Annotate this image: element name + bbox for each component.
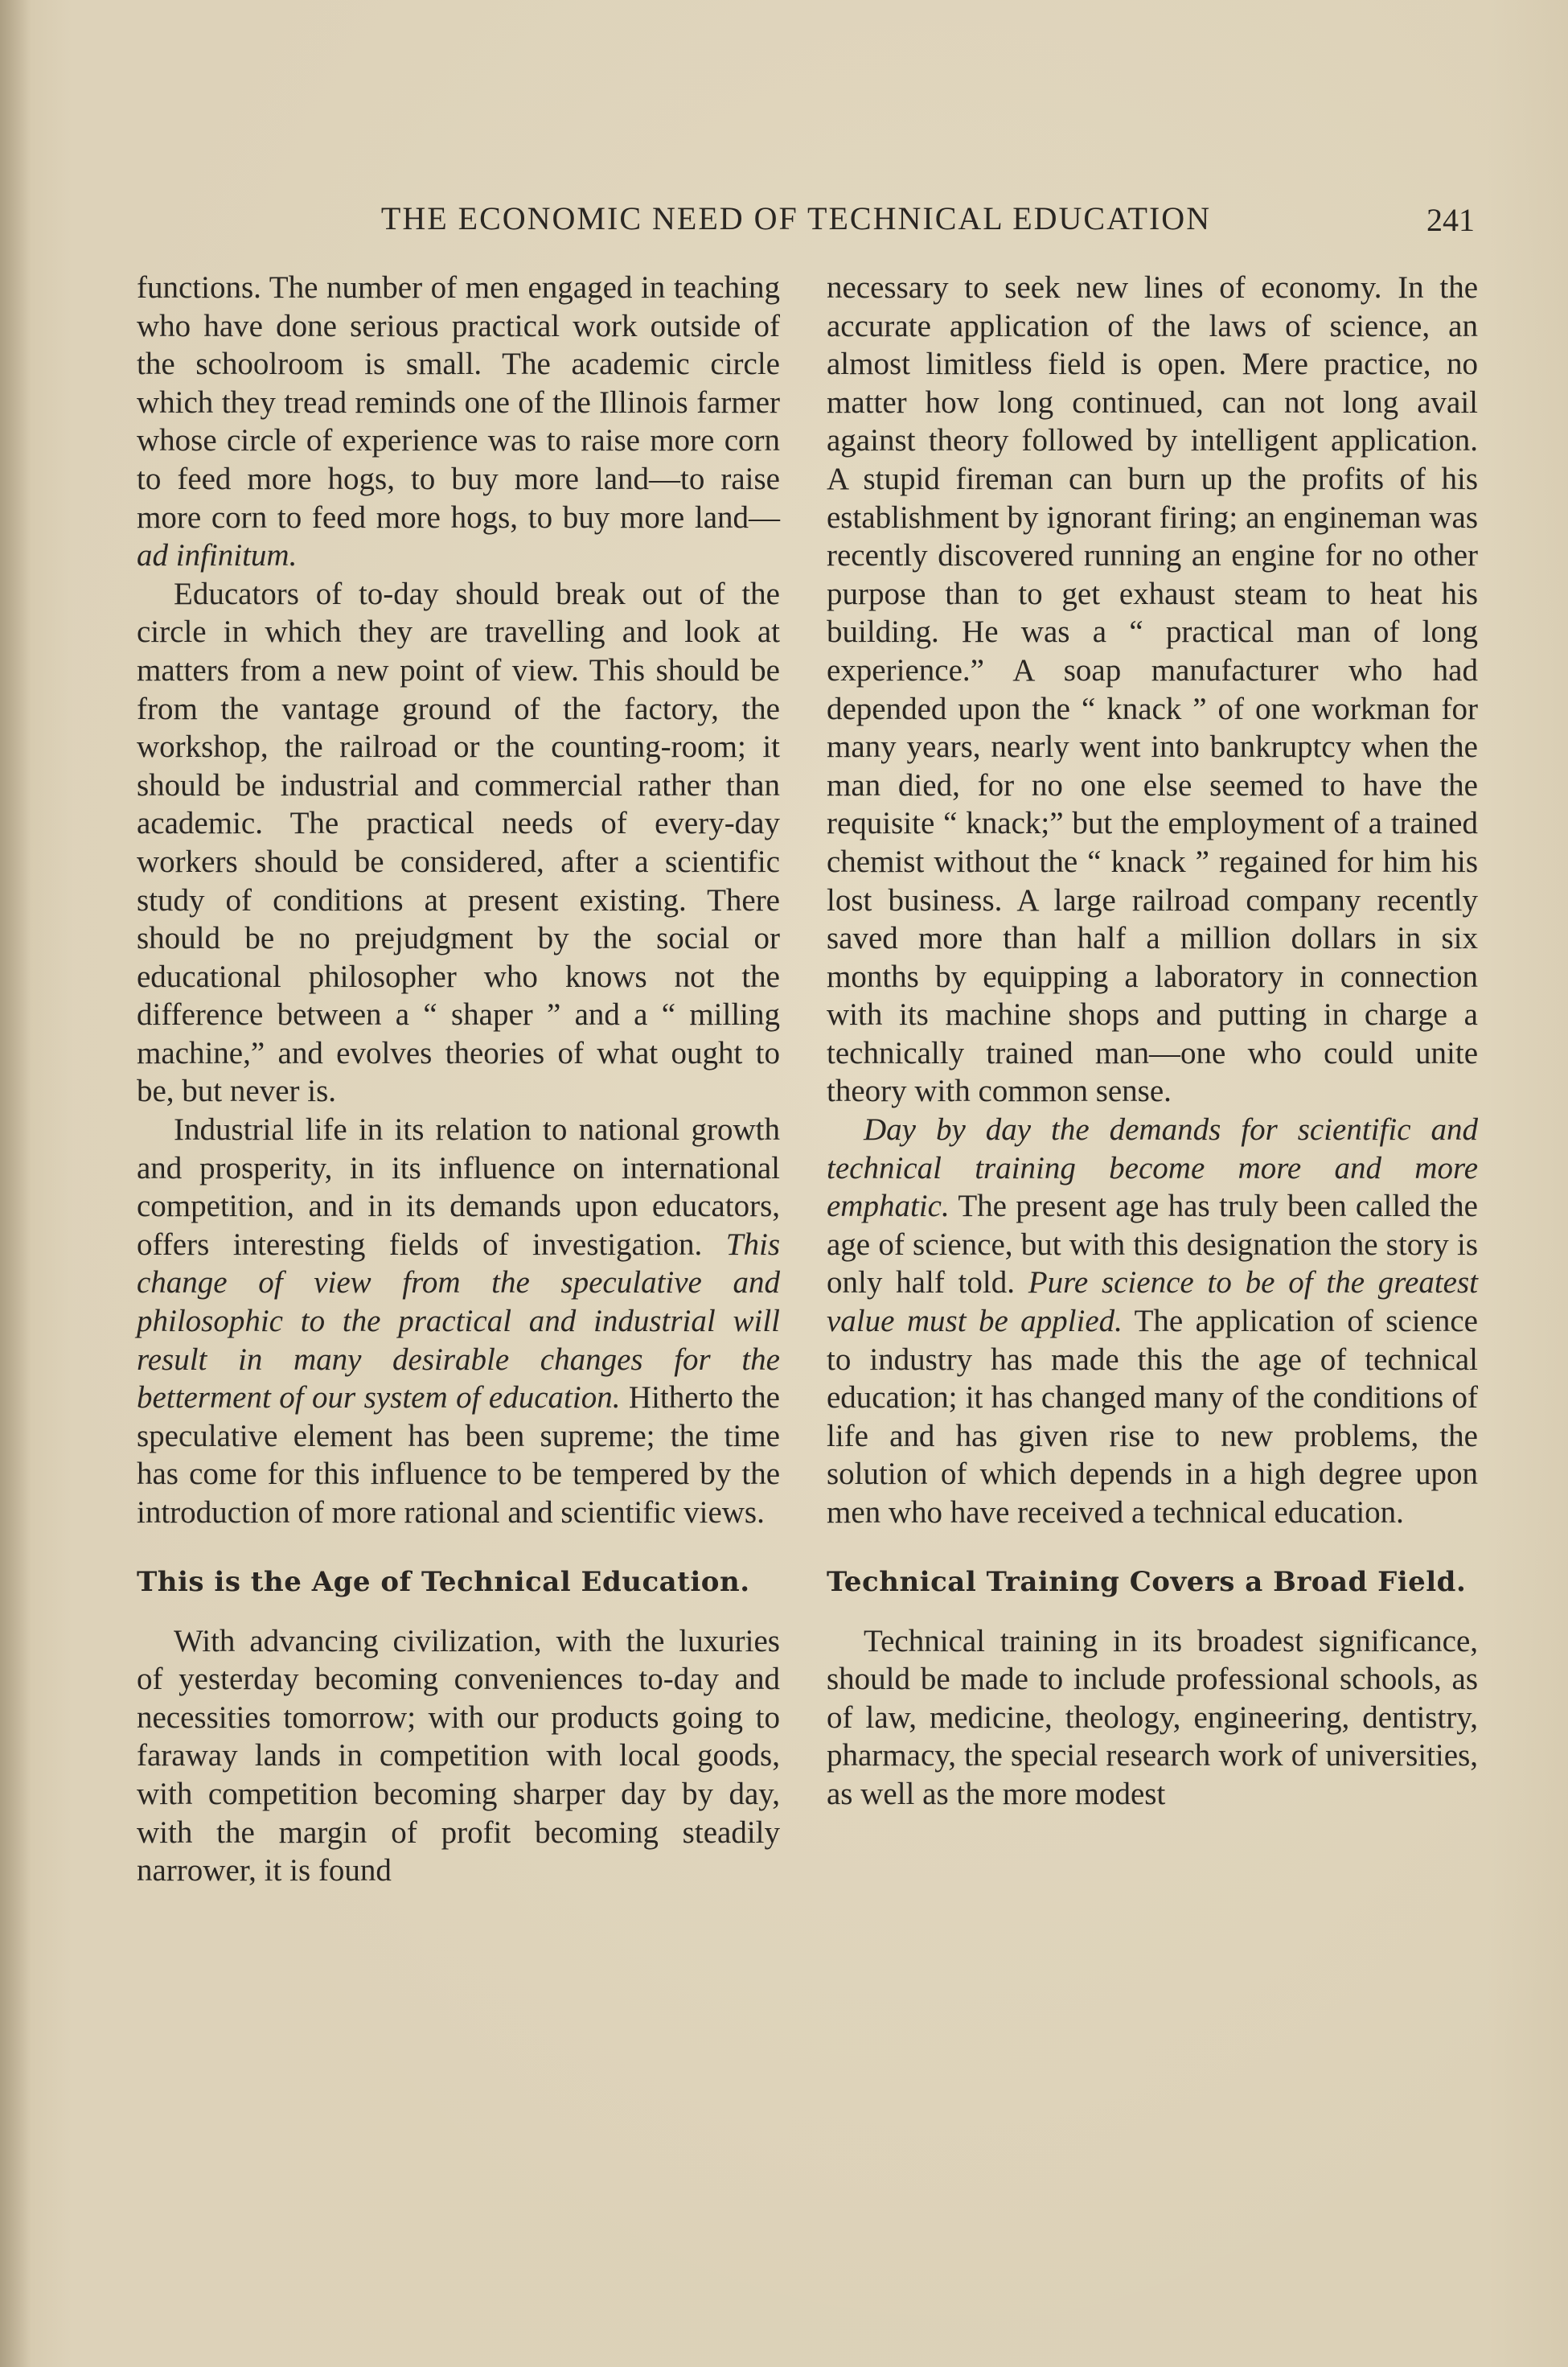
page-number: 241 xyxy=(1426,202,1475,238)
italic-text: ad infinitum. xyxy=(137,538,298,573)
paragraph: Technical training in its broadest significance, should be made to include professional schools, as of law, medicine, theology, engineering, dentistry, pharmacy, the special research work of universities, as well as the more modest xyxy=(827,1623,1478,1811)
italic-text: Pure science to be of the greatest value must be applied. xyxy=(827,1265,1478,1339)
paragraph: Educators of to-day should break out of the circle in which they are travelling and look at matters from a new point of view. This should be from the vantage ground of the factory, the workshop, the railroad or the counting-room; it should be industrial and commercial rather than academic. The practical needs of every-day workers should be considered, after a scientific study of conditions at present existing. There should be no prejudgment by the social or educational philosopher who knows not the difference between a “ shaper ” and a “ milling machine,” and evolves theories of what ought to be, but never is. xyxy=(137,576,780,1109)
italic-text: This change of view from the speculative and philosophic to the practical and industrial will result in many desirable changes for the betterment of our system of education. xyxy=(137,1227,780,1416)
section-heading: This is the Age of Technical Education. xyxy=(137,1565,750,1598)
right-column xyxy=(827,269,1478,1814)
binding-shadow xyxy=(0,0,31,2367)
paragraph: With advancing civilization, with the luxuries of yesterday becoming conveniences to-day and necessities tomorrow; with our products going to faraway lands in competition with local goods, with competition becoming sharper day by day, with the margin of profit becoming steadily narrower, it is found xyxy=(137,1623,780,1888)
paragraph-text: functions. The number of men engaged in teaching who have done serious practical work outside of the schoolroom is small. The academic circle which they tread reminds one of the Illinois farmer whose circle of experience was to raise more corn to feed more hogs, to buy more land—to raise more corn to feed more hogs, to buy more land— xyxy=(137,270,780,535)
paragraph xyxy=(827,1111,1478,1532)
paragraph: necessary to seek new lines of economy. In the accurate application of the laws of science, an almost limitless field is open. Mere practice, no matter how long continued, can not long avail against theory followed by intelligent application. A stupid fireman can burn up the profits of his establishment by ignorant firing; an engineman was recently discovered running an engine for no other purpose than to get exhaust steam to heat his building. He was a “ practical man of long experience.” A soap manufacturer who had depended upon the “ knack ” of one workman for many years, nearly went into bankruptcy when the man died, for no one else seemed to have the requisite “ knack;” but the employment of a trained chemist without the “ knack ” regained for him his lost business. A large railroad company recently saved more than half a million dollars in six months by equipping a laboratory in connection with its machine shops and putting in charge a technically trained man—one who could unite theory with common sense. xyxy=(827,270,1478,1109)
paragraph xyxy=(137,1111,780,1532)
running-title: THE ECONOMIC NEED OF TECHNICAL EDUCATION xyxy=(380,200,1212,236)
paragraph-text: Hitherto the speculative element has been supreme; the time has come for this influence to be tempered by the introduction of more rational and scientific views. xyxy=(137,1380,780,1530)
paragraph-text: The present age has truly been called the age of science, but with this designation the story is only half told. xyxy=(827,1189,1478,1301)
paragraph-text: Industrial life in its relation to national growth and prosperity, in its influence on international competition, and in its demands upon educators, offers interesting fields of investigation. xyxy=(137,1112,780,1262)
section-heading: Technical Training Covers a Broad Field. xyxy=(827,1565,1467,1598)
left-column xyxy=(137,269,780,1890)
paragraph-text: The application of science to industry has made this the age of technical education; it has changed many of the conditions of life and has given rise to new problems, the solution of which depends in a high degree upon men who have received a technical education. xyxy=(827,1304,1478,1530)
paragraph xyxy=(137,269,780,575)
italic-text: Day by day the demands for scientific and technical training become more and more emphatic. xyxy=(827,1112,1478,1224)
